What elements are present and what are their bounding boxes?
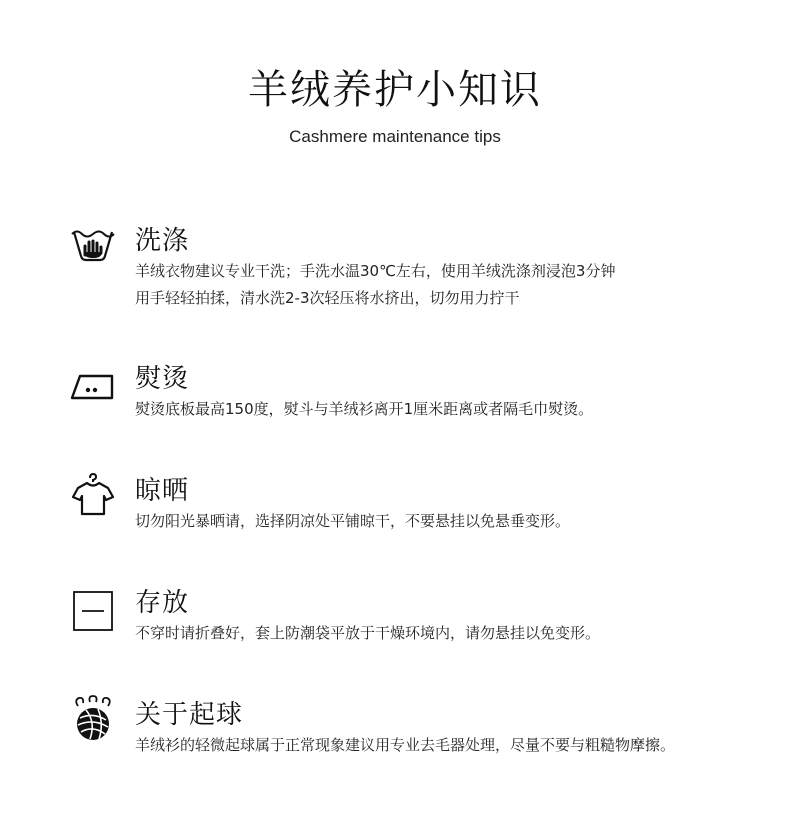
tip-pilling-line-1: 羊绒衫的轻微起球属于正常现象建议用专业去毛器处理，尽量不要与粗糙物摩擦。 bbox=[135, 736, 676, 754]
hanging-shirt-icon bbox=[68, 470, 118, 520]
tip-pilling-text bbox=[135, 732, 775, 759]
tip-drying-title: 晾晒 bbox=[135, 476, 190, 506]
tip-washing-text bbox=[135, 258, 775, 312]
tip-ironing-title: 熨烫 bbox=[135, 364, 190, 394]
tip-ironing-line-1: 熨烫底板最高150度，熨斗与羊绒衫离开1厘米距离或者隔毛巾熨烫。 bbox=[135, 400, 594, 418]
tip-storage-title: 存放 bbox=[135, 588, 190, 618]
tip-washing-line-1: 羊绒衣物建议专业干洗；手洗水温30℃左右，使用羊绒洗涤剂浸泡3分钟 bbox=[135, 262, 616, 280]
tip-washing-title: 洗涤 bbox=[135, 226, 190, 256]
tip-pilling-title: 关于起球 bbox=[135, 700, 244, 730]
tip-storage-line-1: 不穿时请折叠好，套上防潮袋平放于干燥环境内，请勿悬挂以免变形。 bbox=[135, 624, 601, 642]
wash-basin-icon bbox=[68, 222, 118, 272]
tip-washing-line-2: 用手轻轻拍揉，清水洗2-3次轻压将水挤出，切勿用力拧干 bbox=[135, 289, 520, 307]
page-title: 羊绒养护小知识 bbox=[248, 67, 542, 113]
yarn-ball-icon bbox=[68, 694, 118, 744]
page-subtitle: Cashmere maintenance tips bbox=[289, 127, 501, 146]
tip-storage-text bbox=[135, 620, 775, 647]
tip-drying-line-1: 切勿阳光暴晒请，选择阴凉处平铺晾干，不要悬挂以免悬垂变形。 bbox=[135, 512, 571, 530]
tip-ironing-text bbox=[135, 396, 775, 423]
flat-dry-square-icon bbox=[68, 586, 118, 636]
iron-icon bbox=[68, 360, 118, 410]
tip-drying-text bbox=[135, 508, 775, 535]
